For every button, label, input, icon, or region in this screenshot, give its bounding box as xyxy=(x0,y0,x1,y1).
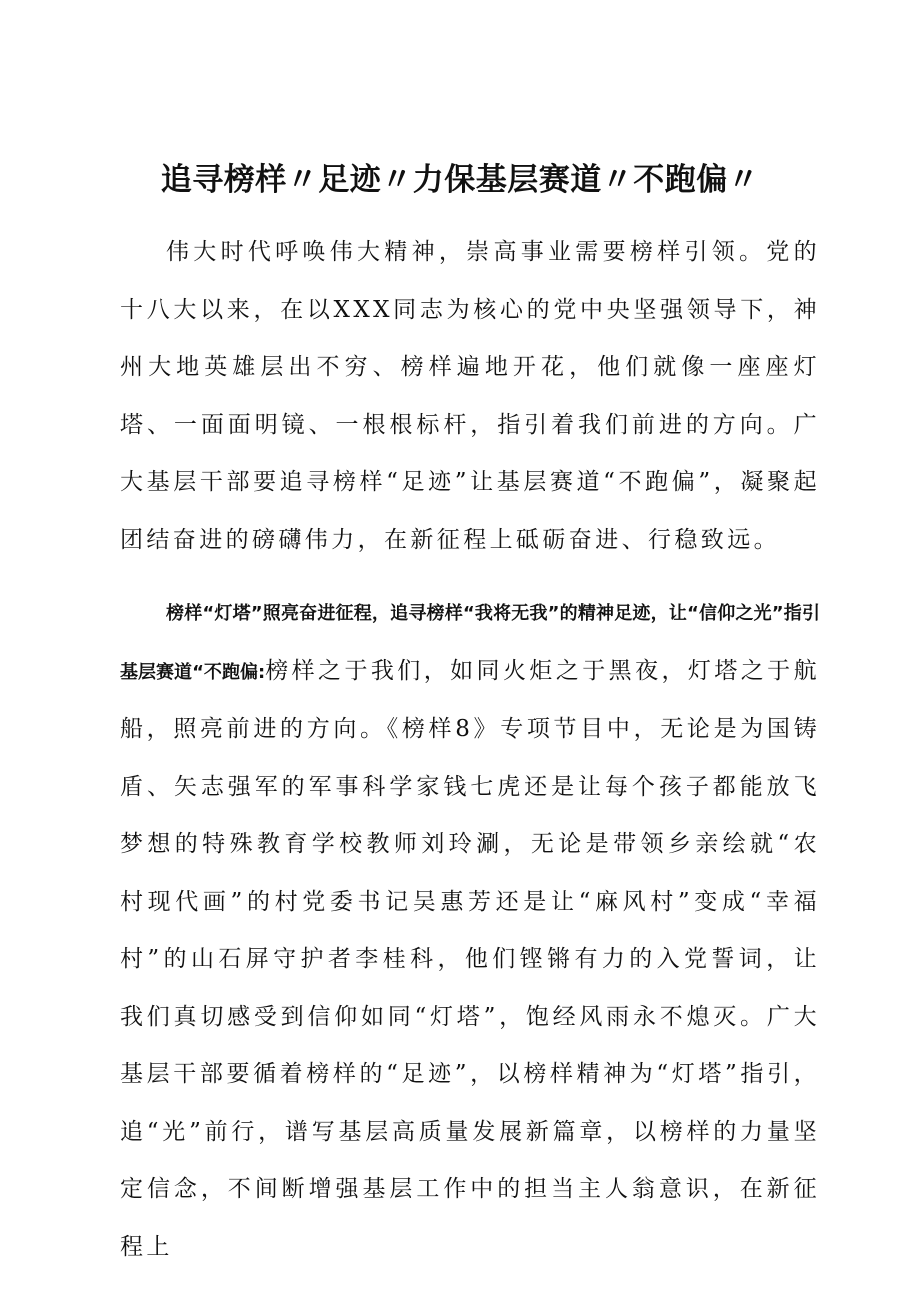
page-title: 追寻榜样〃足迹〃力保基层赛道〃不跑偏〃 xyxy=(160,162,760,198)
paragraph-lead-heading: 榜样“灯塔”照亮奋进征程，追寻榜样“我将无我”的精神足迹，让“信仰之光”指引基层赛道“不跑偏: xyxy=(120,603,820,683)
paragraph-body-text: 榜样之于我们，如同火炬之于黑夜，灯塔之于航船，照亮前进的方向。《榜样8》专项节目中，无论是为国铸盾、矢志强军的军事科学家钱七虎还是让每个孩子都能放飞梦想的特殊教育学校教师刘玲涮，无论是带领乡亲绘就“农村现代画”的村党委书记吴惠芳还是让“麻风村”变成“幸福村”的山石屏守护者李桂科，他们铿锵有力的入党誓词，让我们真切感受到信仰如同“灯塔”，饱经风雨永不熄灭。广大基层干部要循着榜样的“足迹”，以榜样精神为“灯塔”指引，追“光”前行，谱写基层高质量发展新篇章，以榜样的力量坚定信念，不间断增强基层工作中的担当主人翁意识，在新征程上 xyxy=(120,657,820,1260)
paragraph-intro: 伟大时代呼唤伟大精神，崇高事业需要榜样引领。党的十八大以来，在以XXX同志为核心的党中央坚强领导下，神州大地英雄层出不穷、榜样遍地开花，他们就像一座座灯塔、一面面明镜、一根根标杆，指引着我们前进的方向。广大基层干部要追寻榜样“足迹”让基层赛道“不跑偏”，凝聚起团结奋进的磅礴伟力，在新征程上砥砺奋进、行稳致远。 xyxy=(120,239,820,553)
paragraph-lighthouse xyxy=(120,584,820,1276)
